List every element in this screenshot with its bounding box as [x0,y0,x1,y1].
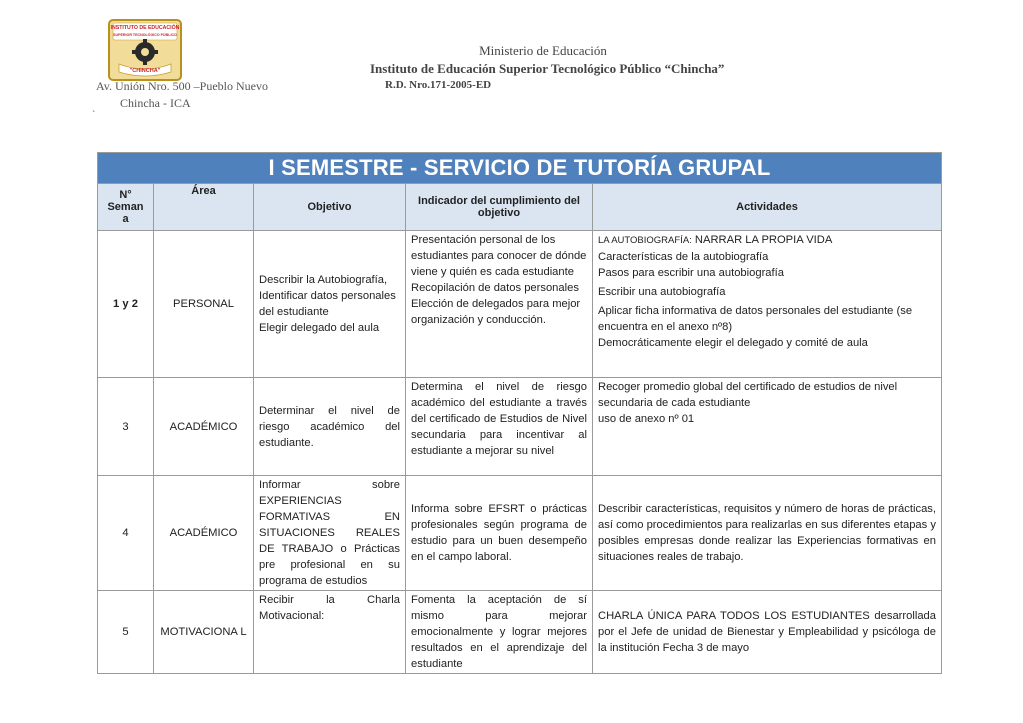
indicator-line: Elección de delegados para mejor organización y conducción. [411,298,581,326]
area-cell: PERSONAL [154,231,254,378]
header-area: Área [154,184,254,231]
objective-cell: Informar sobre EXPERIENCIAS FORMATIVAS EN SITUACIONES REALES DE TRABAJO o Prácticas pre profesional en su programa de estudios [254,476,406,591]
indicator-cell: Fomenta la aceptación de sí mismo para mejorar emocionalmente y lograr mejores resultados en el aprendizaje del estudiante [406,591,593,674]
objective-line: Describir la Autobiografía, [259,274,388,286]
header-week: N° Seman a [98,184,154,231]
institute-name: Instituto de Educación Superior Tecnológico Público “Chincha” [370,61,725,76]
logo-text-mid: SUPERIOR TECNOLÓGICO PÚBLICO [113,33,177,37]
activity-line: uso de anexo nº 01 [598,413,695,425]
logo-text-banner: "CHINCHA" [129,68,161,74]
objective-cell [254,231,406,378]
objective-cell: Recibir la Charla Motivacional: [254,591,406,674]
activities-cell [593,378,942,476]
activity-line: Escribir una autobiografía [598,286,726,298]
resolution-number: R.D. Nro.171-2005-ED [385,79,492,91]
activity-line: Aplicar ficha informativa de datos personales del estudiante (se encuentra en el anexo nº8) [598,305,913,333]
week-cell: 5 [98,591,154,674]
indicator-line: Recopilación de datos personales [411,282,579,294]
address-line-1: Av. Unión Nro. 500 –Pueblo Nuevo [96,79,268,93]
indicator-line: Presentación personal de los estudiantes para conocer de dónde viene y quién es cada estudiante [411,234,587,278]
indicator-cell: Determina el nivel de riesgo académico del estudiante a través del certificado de Estudios de Nivel secundaria para incentivar al estudiante a mejorar su nivel [406,378,593,476]
header-objective: Objetivo [254,184,406,231]
objective-line: Identificar datos personales del estudiante [259,290,396,318]
week-cell: 1 y 2 [98,231,154,378]
table-row [98,591,942,674]
week-cell: 4 [98,476,154,591]
area-cell: MOTIVACIONA L [154,591,254,674]
header-activities: Actividades [593,184,942,231]
activity-line: Pasos para escribir una autobiografía [598,267,784,279]
logo-text-top: INSTITUTO DE EDUCACIÓN [110,25,180,31]
activity-heading-small: LA AUTOBIOGRAFÍA: [598,235,692,246]
activities-cell [593,231,942,378]
table-row [98,378,942,476]
activity-line: Democráticamente elegir el delegado y comité de aula [598,337,868,349]
indicator-cell: Informa sobre EFSRT o prácticas profesionales según programa de estudio para un buen desempeño en el campo laboral. [406,476,593,591]
indicator-cell [406,231,593,378]
objective-cell: Determinar el nivel de riesgo académico del estudiante. [254,378,406,476]
table-title: I SEMESTRE - SERVICIO DE TUTORÍA GRUPAL [98,153,942,184]
week-cell: 3 [98,378,154,476]
address-line-2: Chincha - ICA [120,96,191,110]
table-row [98,476,942,591]
table-header-row [98,184,942,231]
table-row [98,231,942,378]
stray-mark: ` [92,110,96,121]
activities-cell: CHARLA ÚNICA PARA TODOS LOS ESTUDIANTES desarrollada por el Jefe de unidad de Bienestar y Empleabilidad y psicóloga de la institución Fecha 3 de mayo [593,591,942,674]
area-cell: ACADÉMICO [154,378,254,476]
activities-cell: Describir características, requisitos y número de horas de prácticas, así como procedimientos para realizarlas en sus diferentes etapas y posibles empresas donde realizar las Experiencias formativas en situaciones reales de trabajo. [593,476,942,591]
activity-line: Características de la autobiografía [598,251,769,263]
header-indicator: Indicador del cumplimiento del objetivo [406,184,593,231]
objective-line: Elegir delegado del aula [259,322,380,334]
activity-line: Recoger promedio global del certificado de estudios de nivel secundaria de cada estudiante [598,381,898,409]
activity-line [598,232,936,249]
area-cell: ACADÉMICO [154,476,254,591]
activity-heading-rest: NARRAR LA PROPIA VIDA [691,234,833,246]
tutoring-schedule-table [97,152,942,674]
ministry-title: Ministerio de Educación [479,43,607,58]
